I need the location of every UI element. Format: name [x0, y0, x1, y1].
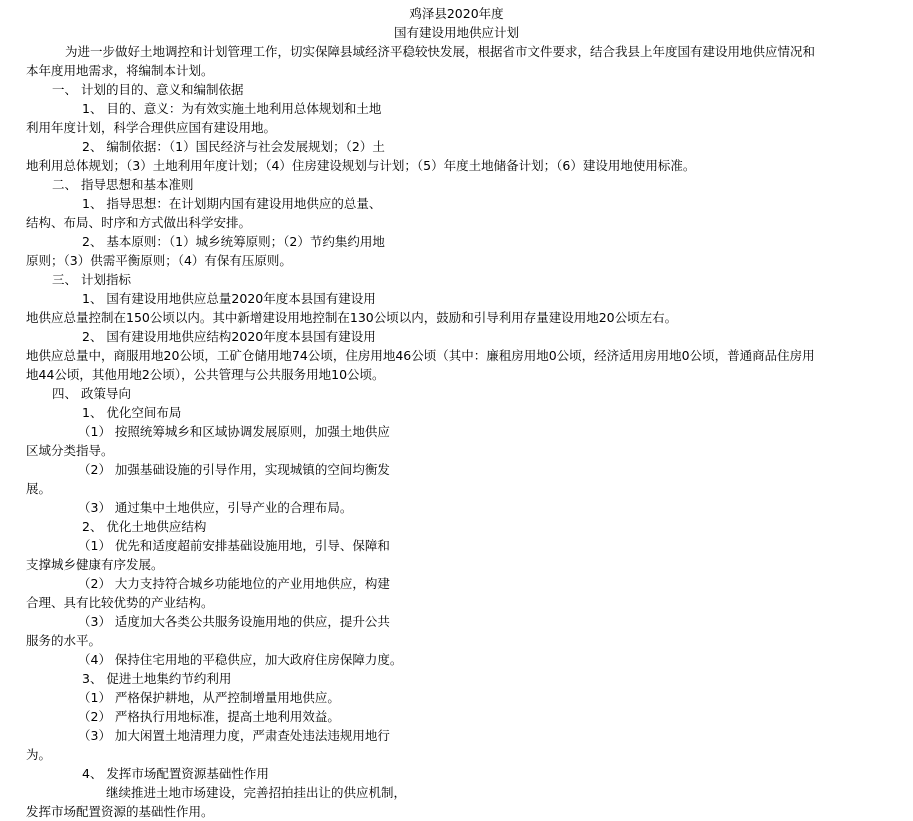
section-heading-1: 一、 计划的目的、意义和编制依据: [52, 82, 244, 97]
section-heading-3: 三、 计划指标: [52, 272, 131, 287]
paragraph-line: 地供应总量中，商服用地20公顷，工矿仓储用地74公顷，住房用地46公顷（其中：廉租房用地0公顷，经济适用房用地0公顷，普通商品住房用: [26, 348, 815, 363]
paragraph-line: 1、 指导思想：在计划期内国有建设用地供应的总量、: [82, 196, 382, 211]
paragraph-line: 结构、布局、时序和方式做出科学安排。: [26, 215, 252, 230]
intro-line-1: 为进一步做好土地调控和计划管理工作，切实保障县域经济平稳较快发展，根据省市文件要求，结合我县上年度国有建设用地供应情况和: [65, 44, 816, 59]
paragraph-line: （1） 严格保护耕地，从严控制增量用地供应。: [78, 690, 340, 705]
paragraph-line: （3） 通过集中土地供应，引导产业的合理布局。: [78, 500, 353, 515]
section-heading-4: 四、 政策导向: [52, 386, 131, 401]
paragraph-line: 区域分类指导。: [26, 443, 114, 458]
paragraph-line: （4） 保持住宅用地的平稳供应，加大政府住房保障力度。: [78, 652, 403, 667]
subheading-line: 1、 优化空间布局: [82, 405, 182, 420]
paragraph-line: 展。: [26, 481, 52, 496]
paragraph-line: 继续推进土地市场建设，完善招拍挂出让的供应机制，: [106, 785, 407, 800]
paragraph-line: （3） 适度加大各类公共服务设施用地的供应，提升公共: [78, 614, 390, 629]
document-title: 鸡泽县2020年度: [409, 6, 504, 21]
paragraph-line: 支撑城乡健康有序发展。: [26, 557, 164, 572]
paragraph-line: （2） 加强基础设施的引导作用，实现城镇的空间均衡发: [78, 462, 390, 477]
paragraph-line: （3） 加大闲置土地清理力度，严肃查处违法违规用地行: [78, 728, 390, 743]
paragraph-line: 原则；（3）供需平衡原则；（4）有保有压原则。: [26, 253, 292, 268]
paragraph-line: 1、 国有建设用地供应总量2020年度本县国有建设用: [82, 291, 376, 306]
paragraph-line: 地供应总量控制在150公顷以内。其中新增建设用地控制在130公顷以内，鼓励和引导利用存量建设用地20公顷左右。: [26, 310, 678, 325]
subheading-line: 4、 发挥市场配置资源基础性作用: [82, 766, 269, 781]
paragraph-line: （2） 大力支持符合城乡功能地位的产业用地供应，构建: [78, 576, 390, 591]
paragraph-line: （1） 优先和适度超前安排基础设施用地，引导、保障和: [78, 538, 390, 553]
paragraph-line: 服务的水平。: [26, 633, 102, 648]
paragraph-line: 利用年度计划，科学合理供应国有建设用地。: [26, 120, 277, 135]
paragraph-line: 地利用总体规划；（3）土地利用年度计划；（4）住房建设规划与计划；（5）年度土地储备计划；（6）建设用地使用标准。: [26, 158, 696, 173]
paragraph-line: 发挥市场配置资源的基础性作用。: [26, 804, 214, 819]
paragraph-line: 2、 编制依据：（1）国民经济与社会发展规划；（2）土: [82, 139, 385, 154]
subheading-line: 3、 促进土地集约节约利用: [82, 671, 232, 686]
document-subtitle: 国有建设用地供应计划: [393, 25, 519, 40]
paragraph-line: （1） 按照统筹城乡和区域协调发展原则，加强土地供应: [78, 424, 390, 439]
subheading-line: 2、 优化土地供应结构: [82, 519, 207, 534]
paragraph-line: 合理、具有比较优势的产业结构。: [26, 595, 214, 610]
paragraph-line: （2） 严格执行用地标准，提高土地利用效益。: [78, 709, 340, 724]
section-heading-2: 二、 指导思想和基本准则: [52, 177, 194, 192]
paragraph-line: 1、 目的、意义：为有效实施土地利用总体规划和土地: [82, 101, 382, 116]
paragraph-line: 2、 国有建设用地供应结构2020年度本县国有建设用: [82, 329, 376, 344]
paragraph-line: 地44公顷，其他用地2公顷），公共管理与公共服务用地10公顷。: [26, 367, 385, 382]
paragraph-line: 为。: [26, 747, 52, 762]
intro-line-2: 本年度用地需求，将编制本计划。: [26, 63, 214, 78]
paragraph-line: 2、 基本原则：（1）城乡统筹原则；（2）节约集约用地: [82, 234, 385, 249]
